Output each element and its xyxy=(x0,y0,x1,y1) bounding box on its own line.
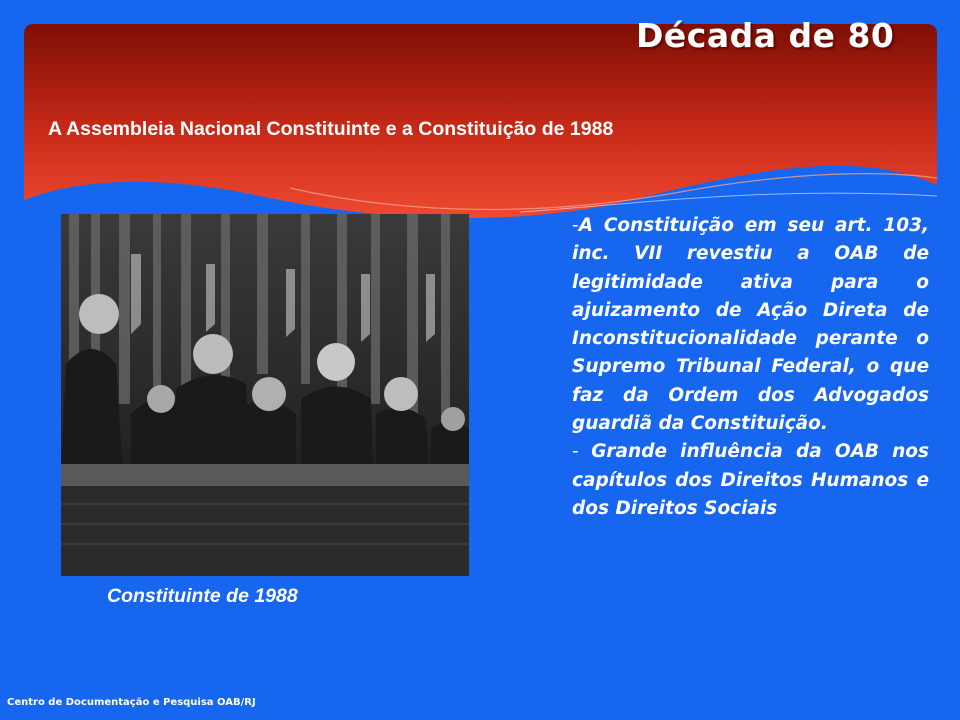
bullet-item xyxy=(572,438,929,523)
bullet-text: Grande influência da OAB nos capítulos dos Direitos Humanos e dos Direitos Sociais xyxy=(572,441,930,519)
photo-caption: Constituinte de 1988 xyxy=(107,585,298,607)
slide-subtitle: A Assembleia Nacional Constituinte e a Constituição de 1988 xyxy=(48,118,614,140)
slide-title: Década de 80 xyxy=(636,16,895,55)
bullet-dash: - xyxy=(572,441,592,463)
bullet-dash: - xyxy=(572,215,579,236)
bullet-item xyxy=(572,212,929,438)
footer-credit: Centro de Documentação e Pesquisa OAB/RJ xyxy=(7,697,256,708)
body-text xyxy=(572,212,929,523)
constituinte-photo xyxy=(61,214,469,576)
bullet-text: A Constituição em seu art. 103, inc. VII revestiu a OAB de legitimidade ativa para o ajuizamento de Ação Direta de Inconstitucionalidade perante o Supremo Tribunal Federal, o que faz da Ordem dos Advogados guardiã da Constituição. xyxy=(572,215,929,435)
